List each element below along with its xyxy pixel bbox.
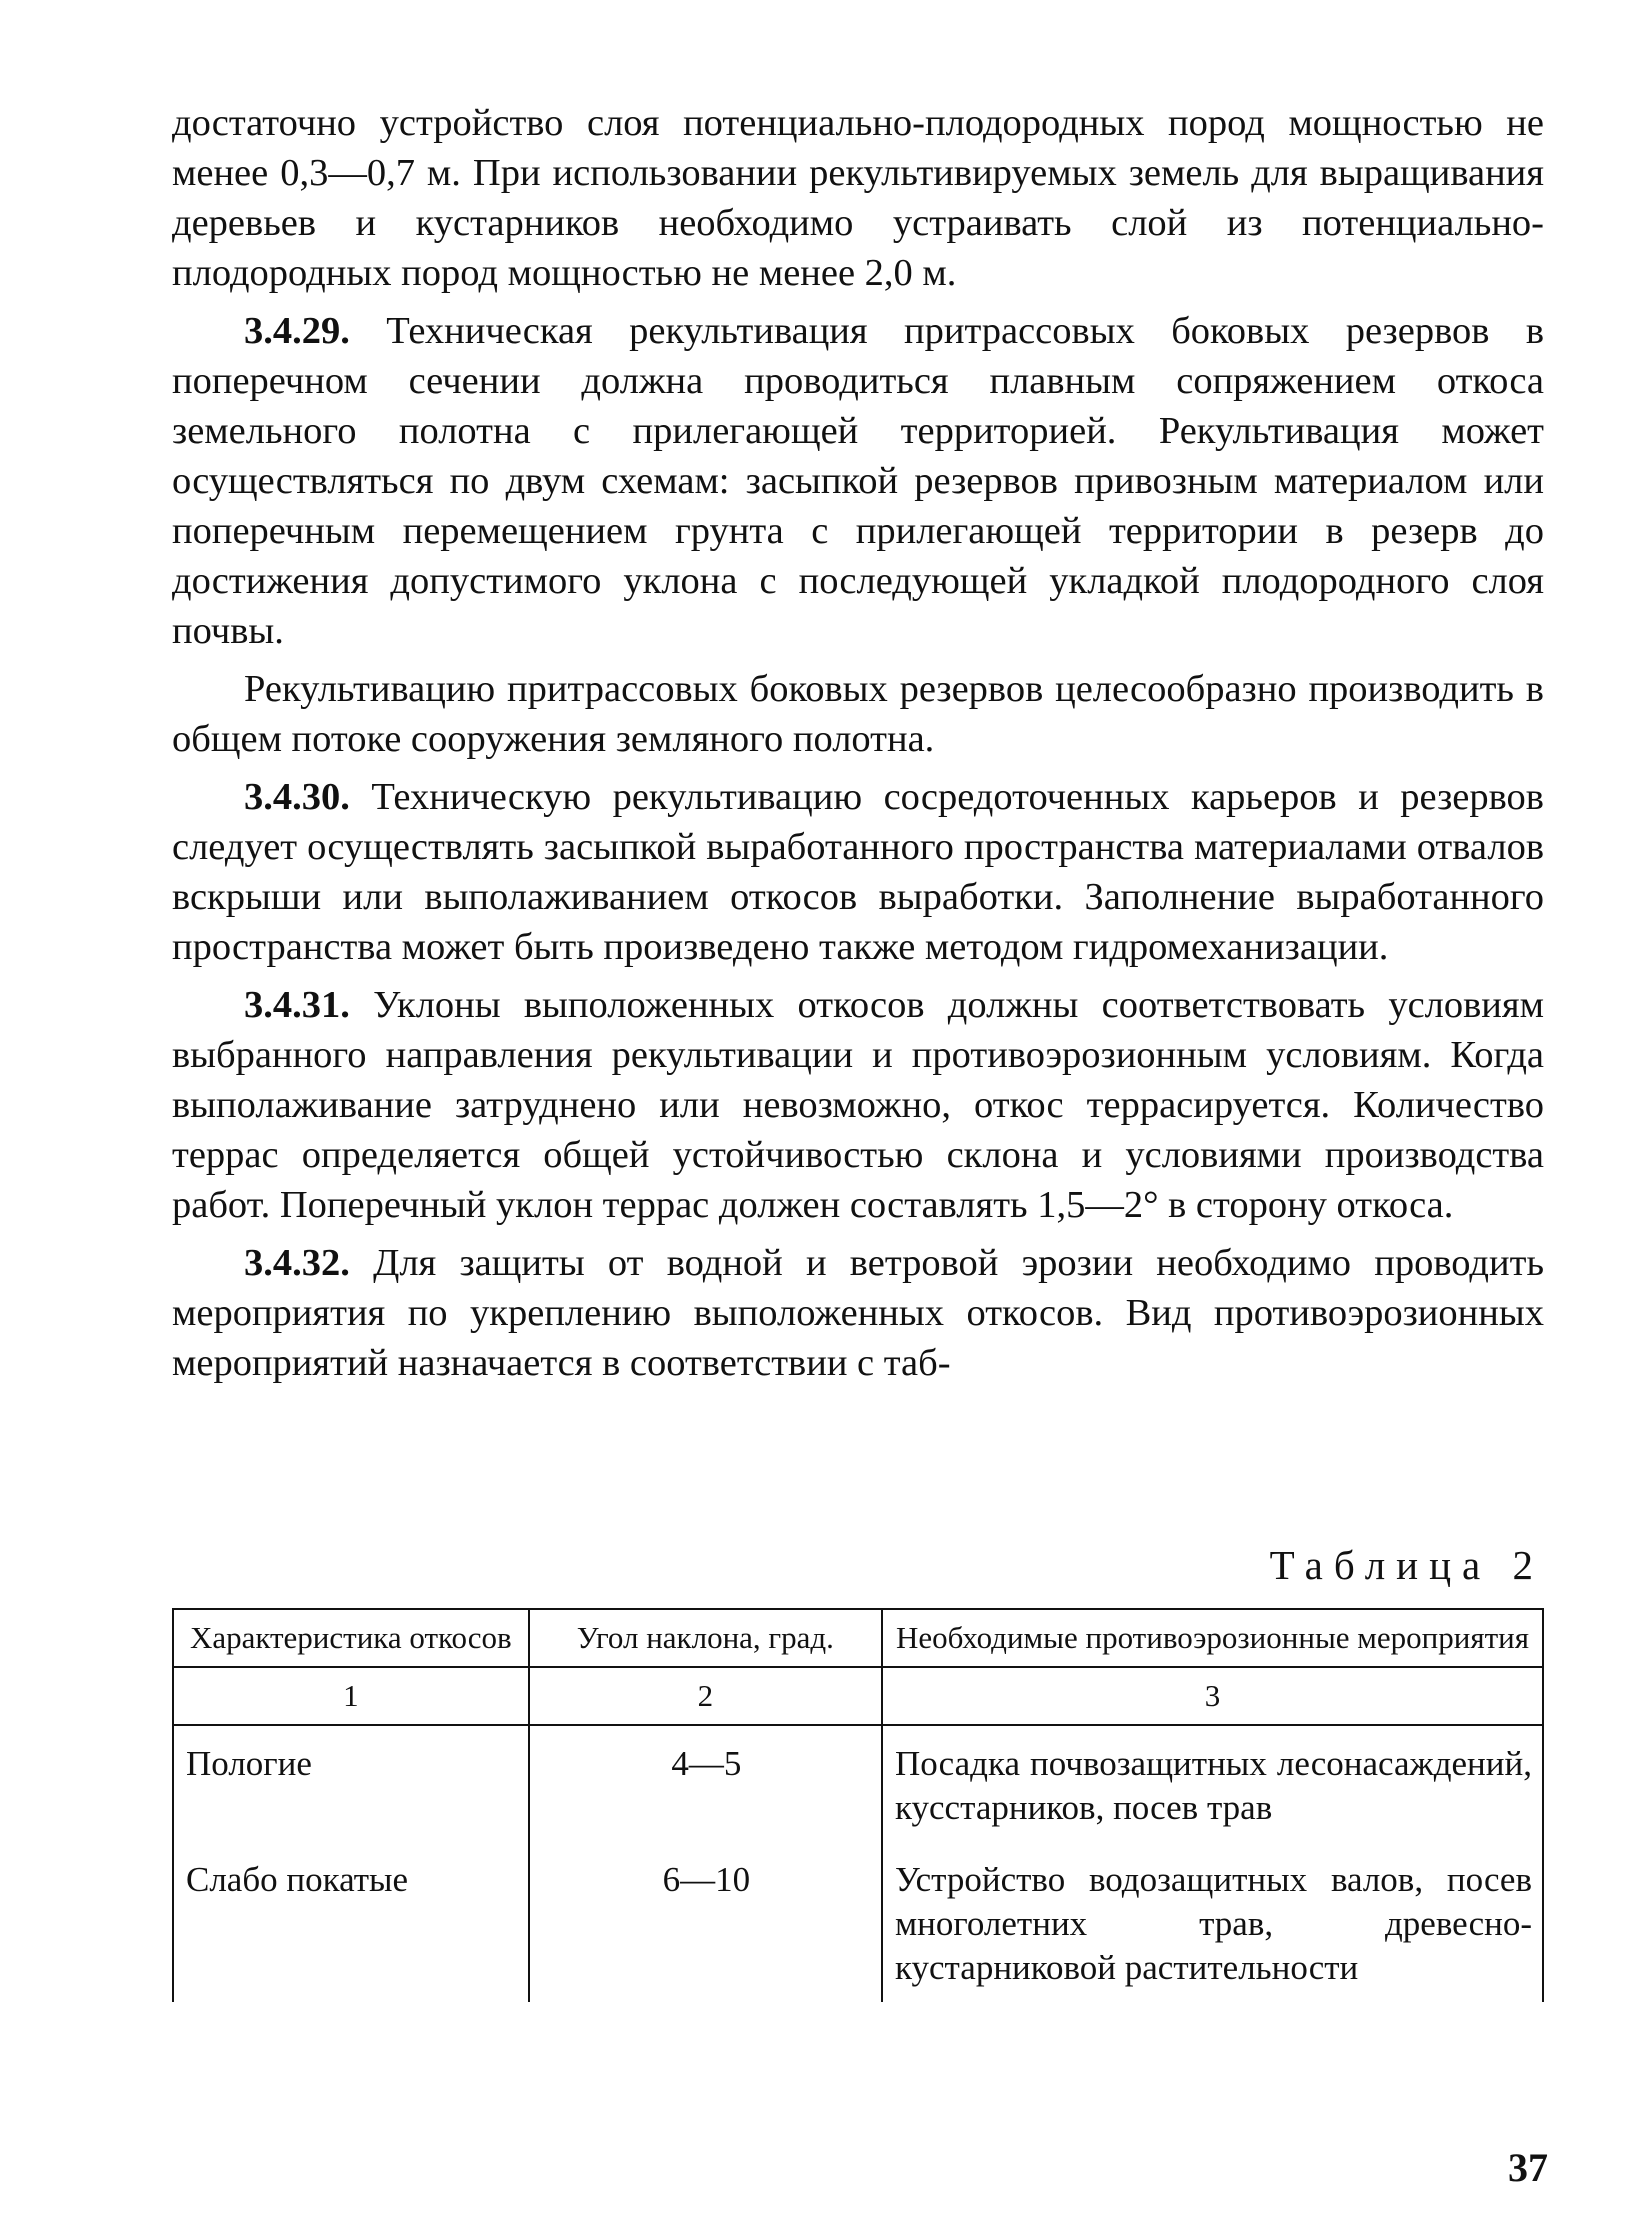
table-header-row xyxy=(173,1609,1543,1667)
cell-slope: Пологие xyxy=(173,1725,529,1842)
clause-number: 3.4.31. xyxy=(244,984,350,1026)
clause-number: 3.4.29. xyxy=(244,310,350,352)
header-anti-erosion-measures: Необходимые противоэрозионные мероприятия xyxy=(882,1609,1543,1667)
cell-angle: 6—10 xyxy=(529,1842,882,2002)
paragraph-text: Рекультивацию притрассовых боковых резервов целесообразно производить в общем потоке сооружения земляного полотна. xyxy=(172,668,1544,760)
table-caption: Таблица 2 xyxy=(1269,1542,1544,1588)
cell-slope: Слабо покатые xyxy=(173,1842,529,2002)
column-number: 1 xyxy=(173,1667,529,1725)
paragraph-text: достаточно устройство слоя потенциально-плодородных пород мощностью не менее 0,3—0,7 м. При использовании рекультивируемых земель для выращивания деревьев и кустарников необходимо устраивать слой из потенциально-плодородных пород мощностью не менее 2,0 м. xyxy=(172,102,1544,294)
clause-3-4-31 xyxy=(172,980,1544,1230)
clause-3-4-30 xyxy=(172,772,1544,972)
header-slope-angle: Угол наклона, град. xyxy=(529,1609,882,1667)
paragraph-recultivation-flow xyxy=(172,664,1544,764)
clause-text: Уклоны выположенных откосов должны соответствовать условиям выбранного направления рекультивации и противоэрозионным условиям. Когда выполаживание затруднено или невозможно, откос террасируется. Количество террас определяется общей устойчивостью склона и условиями производства работ. Поперечный уклон террас должен составлять 1,5—2° в сторону откоса. xyxy=(172,984,1544,1226)
header-slope-characteristic: Характеристика откосов xyxy=(173,1609,529,1667)
clause-3-4-32 xyxy=(172,1238,1544,1388)
table-row xyxy=(173,1842,1543,2002)
document-page xyxy=(172,98,1544,1396)
clause-text: Техническую рекультивацию сосредоточенных карьеров и резервов следует осуществлять засыпкой выработанного пространства материалами отвалов вскрыши или выполаживанием откосов выработки. Заполнение выработанного пространства может быть произведено также методом гидромеханизации. xyxy=(172,776,1544,968)
column-number: 2 xyxy=(529,1667,882,1725)
page-number: 37 xyxy=(1508,2145,1548,2190)
clause-text: Для защиты от водной и ветровой эрозии необходимо проводить мероприятия по укреплению выположенных откосов. Вид противоэрозионных мероприятий назначается в соответствии с таб- xyxy=(172,1242,1544,1384)
table-row xyxy=(173,1725,1543,1842)
cell-measures: Устройство водозащитных валов, посев многолетних трав, древесно-кустарниковой растительности xyxy=(882,1842,1543,2002)
anti-erosion-table xyxy=(172,1608,1544,2002)
paragraph-continuation xyxy=(172,98,1544,298)
column-number: 3 xyxy=(882,1667,1543,1725)
cell-measures: Посадка почвозащитных лесонасаждений, кусстарников, посев трав xyxy=(882,1725,1543,1842)
clause-number: 3.4.32. xyxy=(244,1242,350,1284)
clause-number: 3.4.30. xyxy=(244,776,350,818)
clause-text: Техническая рекультивация притрассовых боковых резервов в поперечном сечении должна проводиться плавным сопряжением откоса земельного полотна с прилегающей территорией. Рекультивация может осуществляться по двум схемам: засыпкой резервов привозным материалом или поперечным перемещением грунта с прилегающей территории в резерв до достижения допустимого уклона с последующей укладкой плодородного слоя почвы. xyxy=(172,310,1544,652)
table-column-numbers-row xyxy=(173,1667,1543,1725)
cell-angle: 4—5 xyxy=(529,1725,882,1842)
clause-3-4-29 xyxy=(172,306,1544,656)
